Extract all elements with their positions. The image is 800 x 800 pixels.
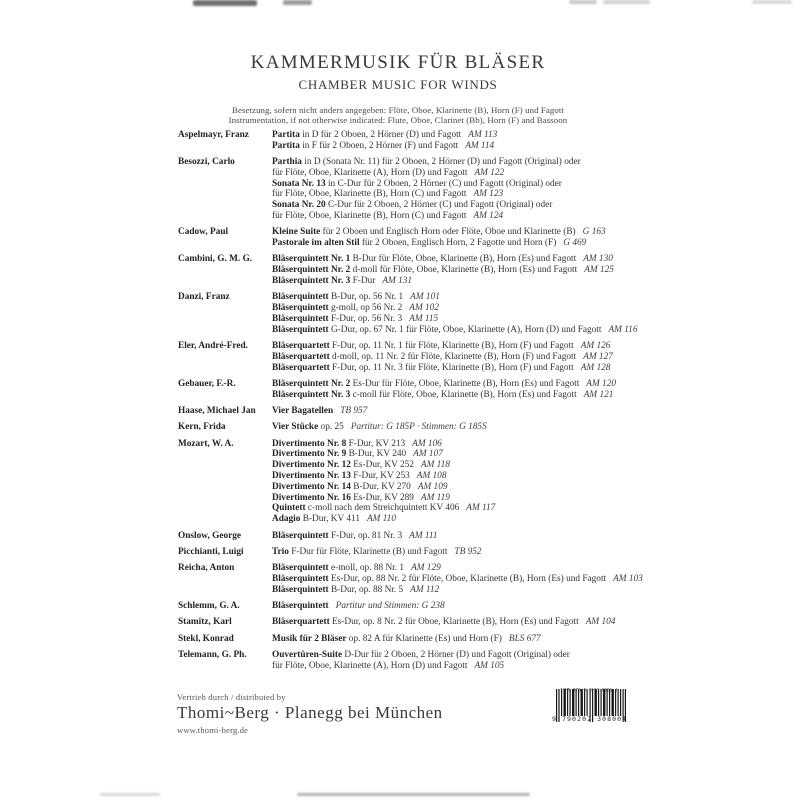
catalog-number: TB 952: [454, 546, 482, 557]
work-description: B-Dur für Flöte, Oboe, Klarinette (B), Horn (Es) und Fagott: [350, 254, 577, 265]
work-description: in D (Sonata Nr. 11) für 2 Oboen, 2 Hörner (D) und Fagott (Original) oder: [301, 157, 581, 168]
work-description: B-Dur, KV 270: [350, 481, 411, 492]
work-description: in D für 2 Oboen, 2 Hörner (D) und Fagott: [299, 130, 462, 140]
work-line: [272, 211, 581, 222]
publisher-url: www.thomi-berg.de: [177, 725, 249, 735]
catalog-number: AM 107: [413, 449, 443, 460]
instrumentation-note-en: Instrumentation, if not otherwise indicated: Flute, Oboe, Clarinet (Bb), Horn (F) and Bassoon: [228, 115, 568, 126]
catalog-number: AM 103: [613, 573, 643, 584]
work-title: Ouvertüren-Suite: [272, 649, 343, 660]
work-description: F-Dur, op. 11 Nr. 3 für Flöte, Klarinette (B), Horn (F) und Fagott: [329, 362, 574, 373]
catalog-entry: [178, 227, 643, 249]
work-title: Kleine Suite: [272, 227, 321, 238]
work-line: [272, 634, 541, 645]
catalog-entry: [178, 634, 643, 645]
work-description: Es-Dur, KV 252: [350, 460, 414, 471]
work-line: [272, 661, 570, 672]
work-list: [272, 157, 581, 222]
catalog-entry: [178, 341, 643, 373]
work-line: [272, 314, 637, 325]
catalog-number: AM 109: [417, 481, 448, 492]
work-title: Bläserquintett: [272, 573, 329, 584]
ismn-text: ISMN 979-0-2023-0800-4: [560, 688, 618, 693]
work-description: F-Dur, KV 253: [350, 471, 410, 482]
page-title: KAMMERMUSIK FÜR BLÄSER: [250, 52, 546, 73]
work-description: op. 25: [318, 422, 344, 433]
work-list: [272, 531, 437, 542]
catalog-number: AM 110: [366, 514, 396, 525]
work-line: [272, 650, 570, 661]
catalog-entry: [178, 292, 643, 335]
composer-name: Stamitz, Karl: [178, 617, 232, 628]
catalog-number: BLS 677: [508, 633, 541, 644]
work-list: [272, 341, 613, 373]
work-title: Bläserquintett: [272, 563, 329, 574]
composer-name: Cambini, G. M. G.: [178, 254, 253, 265]
work-description: G-Dur, op. 67 Nr. 1 für Flöte, Oboe, Klarinette (A), Horn (D) und Fagott: [328, 324, 602, 335]
work-description: F-Dur, KV 213: [346, 438, 406, 449]
work-title: Bläserquintett Nr. 2: [272, 378, 351, 389]
work-line: [272, 141, 497, 152]
work-title: Divertimento Nr. 8: [272, 438, 347, 449]
scan-smudge: [297, 793, 530, 796]
work-description: für Flöte, Oboe, Klarinette (B), Horn (C) und Fagott: [272, 211, 467, 222]
distributor-block: [177, 692, 443, 735]
work-description: B-Dur, op. 88 Nr. 5: [328, 584, 404, 595]
work-line: [272, 547, 482, 558]
work-description: B-Dur, KV 240: [346, 449, 407, 460]
work-description: e-moll, op. 88 Nr. 1: [328, 563, 405, 574]
composer-name: Telemann, G. Ph.: [178, 649, 247, 660]
work-line: [272, 179, 581, 190]
work-title: Bläserquintett: [272, 292, 329, 303]
catalog-entry: [178, 547, 643, 558]
catalog-entry: [178, 601, 643, 612]
work-description: für Flöte, Oboe, Klarinette (B), Horn (C) und Fagott: [272, 189, 467, 200]
work-title: Bläserquartett: [272, 341, 330, 352]
work-description: F-Dur für Flöte, Klarinette (B) und Fagott: [288, 546, 448, 557]
work-description: F-Dur, op. 11 Nr. 1 für Flöte, Klarinette (B), Horn (F) und Fagott: [329, 341, 574, 352]
work-line: [272, 422, 487, 433]
work-list: [272, 130, 497, 152]
work-list: [272, 650, 570, 672]
work-line: [272, 157, 581, 168]
ean-digits: 9 790202 308004: [552, 715, 628, 723]
distributor-label: Vertrieb durch / distributed by: [177, 692, 286, 702]
work-line: [272, 601, 445, 612]
work-line: [272, 352, 613, 363]
composer-name: Haase, Michael Jan: [178, 406, 256, 417]
catalog-entry: [178, 422, 643, 433]
ismn-line: [552, 682, 632, 693]
catalog-number: AM 128: [580, 362, 611, 373]
catalog-number: AM 125: [584, 265, 614, 276]
catalog-number: AM 104: [585, 617, 616, 628]
work-list: [272, 227, 606, 249]
composer-name: Danzi, Franz: [178, 292, 230, 303]
work-list: [272, 634, 541, 645]
catalog-number: AM 114: [465, 140, 495, 151]
work-line: [272, 482, 495, 493]
work-list: [272, 601, 445, 612]
work-line: [272, 493, 495, 504]
work-title: Bläserquintett: [272, 530, 329, 541]
work-line: [272, 449, 495, 460]
catalog-number: AM 123: [473, 189, 504, 200]
work-line: [272, 406, 367, 417]
composer-name: Picchianti, Luigi: [178, 546, 244, 557]
work-line: [272, 574, 643, 585]
work-description: in F für 2 Oboen, 2 Hörner (F) und Fagott: [299, 140, 459, 151]
catalog-number: AM 105: [474, 660, 505, 671]
work-title: Quintett: [272, 503, 306, 514]
work-description: Es-Dur, op. 8 Nr. 2 für Oboe, Klarinette (B), Horn (Es) und Fagott: [329, 617, 579, 628]
work-list: [272, 563, 643, 595]
work-list: [272, 406, 367, 417]
catalog-number: AM 117: [466, 503, 496, 514]
work-title: Divertimento Nr. 12: [272, 460, 351, 471]
work-title: Vier Bagatellen: [272, 406, 334, 417]
composer-name: Gebauer, F.-R.: [178, 378, 236, 389]
work-line: [272, 585, 643, 596]
work-list: [272, 292, 637, 335]
work-description: für Flöte, Oboe, Klarinette (A), Horn (D) und Fagott: [272, 167, 468, 178]
catalog-number: TB 957: [340, 406, 368, 417]
catalog-entry: [178, 439, 643, 525]
composer-name: Eler, André-Fred.: [178, 341, 248, 352]
work-description: B-Dur, op. 56 Nr. 1: [328, 292, 404, 303]
work-line: [272, 303, 637, 314]
work-line: [272, 379, 616, 390]
catalog-entry: [178, 531, 643, 542]
catalog-number: Partitur und Stimmen: G 238: [335, 600, 445, 611]
catalog-number: AM 126: [580, 341, 611, 352]
catalog-entry: [178, 406, 643, 417]
work-line: [272, 341, 613, 352]
catalog-number: AM 115: [409, 313, 439, 324]
composer-name: Onslow, George: [178, 530, 242, 541]
catalog-number: AM 121: [583, 389, 614, 400]
work-list: [272, 547, 482, 558]
work-line: [272, 503, 495, 514]
catalog-number: Partitur: G 185P · Stimmen: G 185S: [350, 422, 487, 433]
work-description: d-moll für Flöte, Oboe, Klarinette (B), Horn (Es) und Fagott: [350, 265, 578, 276]
work-list: [272, 617, 615, 628]
catalog-entry: [178, 254, 643, 286]
work-title: Divertimento Nr. 13: [272, 471, 351, 482]
work-description: op. 82 A für Klarinette (Es) und Horn (F): [346, 633, 502, 644]
work-description: d-moll, op. 11 Nr. 2 für Flöte, Klarinette (B), Horn (F) und Fagott: [329, 351, 577, 362]
composer-name: Schlemm, G. A.: [178, 600, 240, 611]
work-line: [272, 189, 581, 200]
catalog-number: AM 112: [410, 584, 440, 595]
work-line: [272, 254, 614, 265]
work-line: [272, 439, 495, 450]
work-title: Adagio: [272, 514, 301, 525]
work-title: Bläserquintett: [272, 584, 329, 595]
work-list: [272, 254, 614, 286]
work-title: Trio: [272, 546, 289, 557]
composer-name: Reicha, Anton: [178, 563, 235, 574]
work-title: Bläserquintett Nr. 1: [272, 254, 351, 265]
composer-name: Besozzi, Carlo: [178, 157, 235, 168]
work-title: Vier Stücke: [272, 422, 319, 433]
work-title: Divertimento Nr. 9: [272, 449, 347, 460]
work-description: für 2 Oboen und Englisch Horn oder Flöte, Oboe und Klarinette (B): [320, 227, 576, 238]
work-title: Parthia: [272, 157, 302, 168]
catalog-number: AM 124: [473, 211, 504, 222]
catalog-number: G 469: [563, 238, 587, 249]
scan-smudge: [752, 0, 792, 4]
scan-smudge: [193, 0, 257, 6]
work-line: [272, 460, 495, 471]
catalog-number: AM 113: [468, 130, 498, 140]
work-description: in C-Dur für 2 Oboen, 2 Hörner (C) und Fagott (Original) oder: [325, 178, 562, 189]
work-description: B-Dur, KV 411: [300, 514, 360, 525]
work-description: für Flöte, Oboe, Klarinette (A), Horn (D) und Fagott: [272, 660, 468, 671]
scan-smudge: [603, 0, 650, 4]
work-description: Es-Dur für Flöte, Oboe, Klarinette (B), Horn (Es) und Fagott: [350, 378, 580, 389]
work-description: Es-Dur, KV 289: [350, 492, 414, 503]
catalog-entry: [178, 379, 643, 401]
work-title: Bläserquintett: [272, 303, 329, 314]
scan-smudge: [569, 0, 597, 4]
catalog-number: AM 130: [583, 254, 613, 265]
instrumentation-note-de: Besetzung, sofern nicht anders angegeben: Flöte, Oboe, Klarinette (B), Horn (F) und Fagott: [232, 105, 564, 115]
catalog-number: AM 131: [382, 276, 413, 287]
instrumentation-note: [0, 105, 796, 126]
barcode: [552, 682, 632, 723]
work-description: F-Dur, op. 56 Nr. 3: [328, 313, 403, 324]
work-list: [272, 379, 616, 401]
work-title: Pastorale im alten Stil: [272, 238, 360, 249]
catalog-number: AM 129: [411, 563, 441, 574]
work-line: [272, 325, 637, 336]
work-line: [272, 227, 606, 238]
work-line: [272, 130, 497, 141]
work-description: c-moll für Flöte, Oboe, Klarinette (B), Horn (Es) und Fagott: [350, 389, 577, 400]
work-line: [272, 168, 581, 179]
work-title: Bläserquartett: [272, 351, 330, 362]
work-list: [272, 439, 495, 525]
work-description: F-Dur, op. 81 Nr. 3: [328, 530, 403, 541]
work-title: Bläserquartett: [272, 362, 330, 373]
work-description: D-Dur für 2 Oboen, 2 Hörner (D) und Fagott (Original) oder: [342, 649, 570, 660]
work-line: [272, 238, 606, 249]
work-title: Divertimento Nr. 14: [272, 481, 351, 492]
work-description: Es-Dur, op. 88 Nr. 2 für Flöte, Oboe, Klarinette (B), Horn (Es) und Fagott: [328, 573, 607, 584]
work-description: c-moll nach dem Streichquintett KV 406: [305, 503, 460, 514]
work-line: [272, 563, 643, 574]
work-line: [272, 363, 613, 374]
work-title: Sonata Nr. 20: [272, 200, 326, 211]
work-line: [272, 292, 637, 303]
scan-smudge: [100, 793, 160, 796]
catalog-entry: [178, 563, 643, 595]
catalog-entry: [178, 130, 643, 152]
work-title: Partita: [272, 130, 300, 140]
work-line: [272, 390, 616, 401]
composer-name: Aspelmayr, Franz: [178, 130, 249, 140]
work-description: g-moll, op 56 Nr. 2: [328, 303, 403, 314]
scan-smudge: [283, 0, 312, 5]
work-title: Bläserquartett: [272, 617, 330, 628]
catalog-number: AM 116: [608, 324, 638, 335]
composer-name: Cadow, Paul: [178, 227, 229, 238]
work-line: [272, 265, 614, 276]
catalog-number: AM 102: [409, 303, 439, 314]
composer-name: Stekl, Konrad: [178, 633, 234, 644]
work-line: [272, 514, 495, 525]
catalog-number: AM 127: [583, 351, 613, 362]
work-line: [272, 471, 495, 482]
work-line: [272, 617, 615, 628]
catalog-number: AM 101: [410, 292, 440, 303]
publisher-name: Thomi~Berg · Planegg bei München: [177, 703, 443, 722]
composer-name: Mozart, W. A.: [178, 438, 234, 449]
work-line: [272, 200, 581, 211]
catalog-list: [178, 130, 643, 677]
work-title: Musik für 2 Bläser: [272, 633, 347, 644]
work-list: [272, 422, 487, 433]
work-title: Bläserquintett Nr. 3: [272, 276, 351, 287]
work-description: für 2 Oboen, Englisch Horn, 2 Fagotte und Horn (F): [359, 238, 557, 249]
work-line: [272, 531, 437, 542]
catalog-number: AM 108: [416, 471, 447, 482]
catalog-number: AM 122: [474, 167, 505, 178]
work-description: C-Dur für 2 Oboen, 2 Hörner (C) und Fagott (Original) oder: [325, 200, 553, 211]
work-description: F-Dur: [350, 276, 376, 287]
catalog-number: AM 118: [420, 460, 450, 471]
catalog-number: AM 119: [420, 492, 450, 503]
catalog-entry: [178, 650, 643, 672]
work-title: Bläserquintett: [272, 313, 329, 324]
work-title: Divertimento Nr. 16: [272, 492, 351, 503]
catalog-entry: [178, 617, 643, 628]
work-title: Bläserquintett: [272, 324, 329, 335]
catalog-number: G 163: [582, 227, 606, 238]
work-title: Sonata Nr. 13: [272, 178, 326, 189]
catalog-number: AM 111: [409, 530, 438, 541]
work-title: Partita: [272, 140, 300, 151]
catalog-number: AM 120: [586, 378, 616, 389]
work-title: Bläserquintett: [272, 600, 329, 611]
work-title: Bläserquintett Nr. 2: [272, 265, 351, 276]
catalog-number: AM 106: [412, 438, 442, 449]
page-header: [0, 52, 796, 126]
work-title: Bläserquintett Nr. 3: [272, 389, 351, 400]
work-line: [272, 276, 614, 287]
catalog-entry: [178, 157, 643, 222]
composer-name: Kern, Frida: [178, 422, 226, 433]
page-subtitle: CHAMBER MUSIC FOR WINDS: [298, 77, 498, 92]
